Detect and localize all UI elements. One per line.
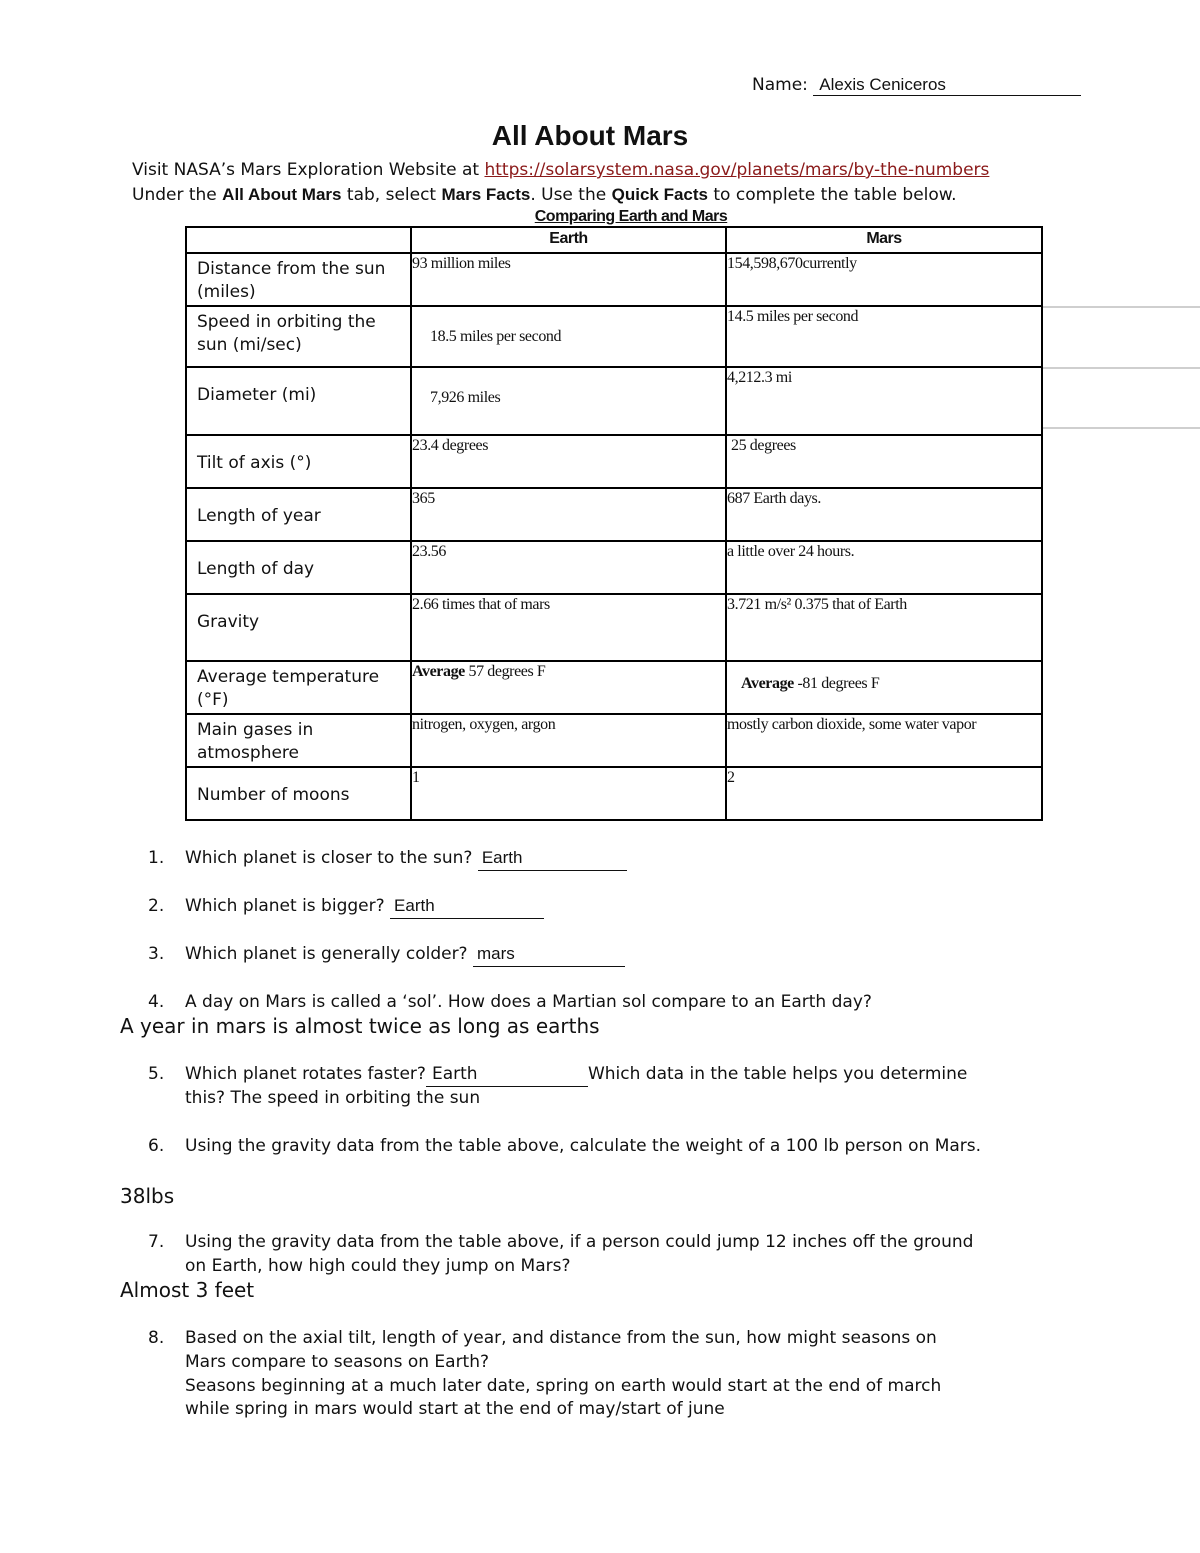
table-header-row [186, 227, 1042, 253]
row-label: Length of year [186, 488, 411, 541]
row-label: Speed in orbiting the sun (mi/sec) [186, 306, 411, 367]
question-number: 6. [148, 1136, 165, 1156]
question-text: Which planet is closer to the sun? [185, 848, 478, 868]
stray-line [1043, 367, 1200, 369]
intro-bold-tab: All About Mars [222, 185, 342, 204]
question-text: Which planet rotates faster? [185, 1064, 426, 1084]
question-text: Using the gravity data from the table above, if a person could jump 12 inches off the ground [185, 1232, 974, 1252]
question-number: 3. [148, 944, 165, 964]
question-text: Which planet is bigger? [185, 896, 391, 916]
intro-line-1 [132, 160, 989, 180]
cell-earth[interactable]: 23.4 degrees [411, 435, 726, 488]
header-mars: Mars [726, 227, 1042, 253]
stray-line [1043, 427, 1200, 429]
earth-avg-bold: Average [412, 663, 465, 680]
table-row [186, 767, 1042, 820]
question-number: 4. [148, 992, 165, 1012]
table-row [186, 306, 1042, 367]
response-8-line-2[interactable]: while spring in mars would start at the end of may/start of june [185, 1399, 725, 1419]
question-text: Using the gravity data from the table above, calculate the weight of a 100 lb person on Mars. [185, 1136, 982, 1156]
cell-mars[interactable] [726, 661, 1042, 714]
intro-bold-facts: Mars Facts [441, 185, 531, 204]
response-7[interactable]: Almost 3 feet [120, 1278, 255, 1302]
question-text-after: Which data in the table helps you determine [587, 1064, 968, 1084]
row-label: Tilt of axis (°) [186, 435, 411, 488]
page-title: All About Mars [491, 120, 689, 151]
cell-mars[interactable]: 3.721 m/s² 0.375 that of Earth [726, 594, 1042, 661]
name-label: Name: [752, 75, 808, 95]
cell-mars[interactable]: 687 Earth days. [726, 488, 1042, 541]
cell-mars[interactable]: mostly carbon dioxide, some water vapor [726, 714, 1042, 767]
header-earth: Earth [411, 227, 726, 253]
cell-mars[interactable]: a little over 24 hours. [726, 541, 1042, 594]
table-row [186, 253, 1042, 306]
table-row [186, 488, 1042, 541]
row-label: Gravity [186, 594, 411, 661]
row-label: Average temperature (°F) [186, 661, 411, 714]
cell-earth[interactable] [411, 661, 726, 714]
table-row [186, 541, 1042, 594]
question-text: Which planet is generally colder? [185, 944, 473, 964]
header-empty [186, 227, 411, 253]
cell-earth[interactable]: 365 [411, 488, 726, 541]
response-8-line-1[interactable]: Seasons beginning at a much later date, spring on earth would start at the end of march [185, 1376, 942, 1396]
nasa-link[interactable]: https://solarsystem.nasa.gov/planets/mars/by-the-numbers [484, 160, 990, 180]
intro-line-2 [132, 185, 957, 205]
cell-mars[interactable]: 4,212.3 mi [726, 367, 1042, 435]
cell-earth[interactable]: 18.5 miles per second [411, 306, 726, 367]
table-row [186, 435, 1042, 488]
question-5-line-2: this? The speed in orbiting the sun [185, 1088, 481, 1108]
name-field[interactable]: Alexis Ceniceros [813, 75, 1081, 96]
question-8-line-2: Mars compare to seasons on Earth? [185, 1352, 490, 1372]
row-label: Diameter (mi) [186, 367, 411, 435]
cell-earth[interactable]: 93 million miles [411, 253, 726, 306]
comparison-table [185, 226, 1043, 821]
intro-text: . Use the [530, 185, 612, 205]
answer-field[interactable]: Earth [390, 894, 544, 919]
response-4[interactable]: A year in mars is almost twice as long as earths [120, 1014, 600, 1038]
row-label: Length of day [186, 541, 411, 594]
cell-earth[interactable]: 7,926 miles [411, 367, 726, 435]
cell-mars[interactable]: 2 [726, 767, 1042, 820]
question-number: 7. [148, 1232, 165, 1252]
cell-mars[interactable]: 25 degrees [726, 435, 1042, 488]
question-number: 8. [148, 1328, 165, 1348]
question-text: A day on Mars is called a ‘sol’. How does a Martian sol compare to an Earth day? [185, 992, 872, 1012]
table-row [186, 661, 1042, 714]
mars-avg-bold: Average [741, 675, 794, 692]
intro-text: tab, select [341, 185, 442, 205]
intro-bold-quick: Quick Facts [611, 185, 708, 204]
row-label: Distance from the sun (miles) [186, 253, 411, 306]
mars-avg-value: -81 degrees F [793, 675, 880, 692]
answer-field[interactable]: mars [473, 942, 625, 967]
question-number: 2. [148, 896, 165, 916]
question-text: Based on the axial tilt, length of year, and distance from the sun, how might seasons on [185, 1328, 937, 1348]
earth-avg-value: 57 degrees F [464, 663, 546, 680]
table-row [186, 714, 1042, 767]
question-7-line-2: on Earth, how high could they jump on Mars? [185, 1256, 571, 1276]
table-row [186, 594, 1042, 661]
cell-mars[interactable]: 14.5 miles per second [726, 306, 1042, 367]
question-number: 1. [148, 848, 165, 868]
cell-earth[interactable]: 23.56 [411, 541, 726, 594]
intro-prefix: Visit NASA’s Mars Exploration Website at [132, 160, 485, 180]
table-row [186, 367, 1042, 435]
cell-earth[interactable]: nitrogen, oxygen, argon [411, 714, 726, 767]
intro-text: Under the [132, 185, 223, 205]
cell-mars[interactable]: 154,598,670currently [726, 253, 1042, 306]
table-caption: Comparing Earth and Mars [534, 208, 728, 225]
answer-field[interactable]: Earth [478, 846, 627, 871]
name-label-row [752, 75, 1081, 96]
intro-text: to complete the table below. [707, 185, 957, 205]
row-label: Main gases in atmosphere [186, 714, 411, 767]
stray-line [1043, 306, 1200, 308]
cell-earth[interactable]: 2.66 times that of mars [411, 594, 726, 661]
question-number: 5. [148, 1064, 165, 1084]
answer-field[interactable]: Earth [426, 1062, 588, 1087]
response-6[interactable]: 38lbs [120, 1184, 175, 1208]
row-label: Number of moons [186, 767, 411, 820]
cell-earth[interactable]: 1 [411, 767, 726, 820]
